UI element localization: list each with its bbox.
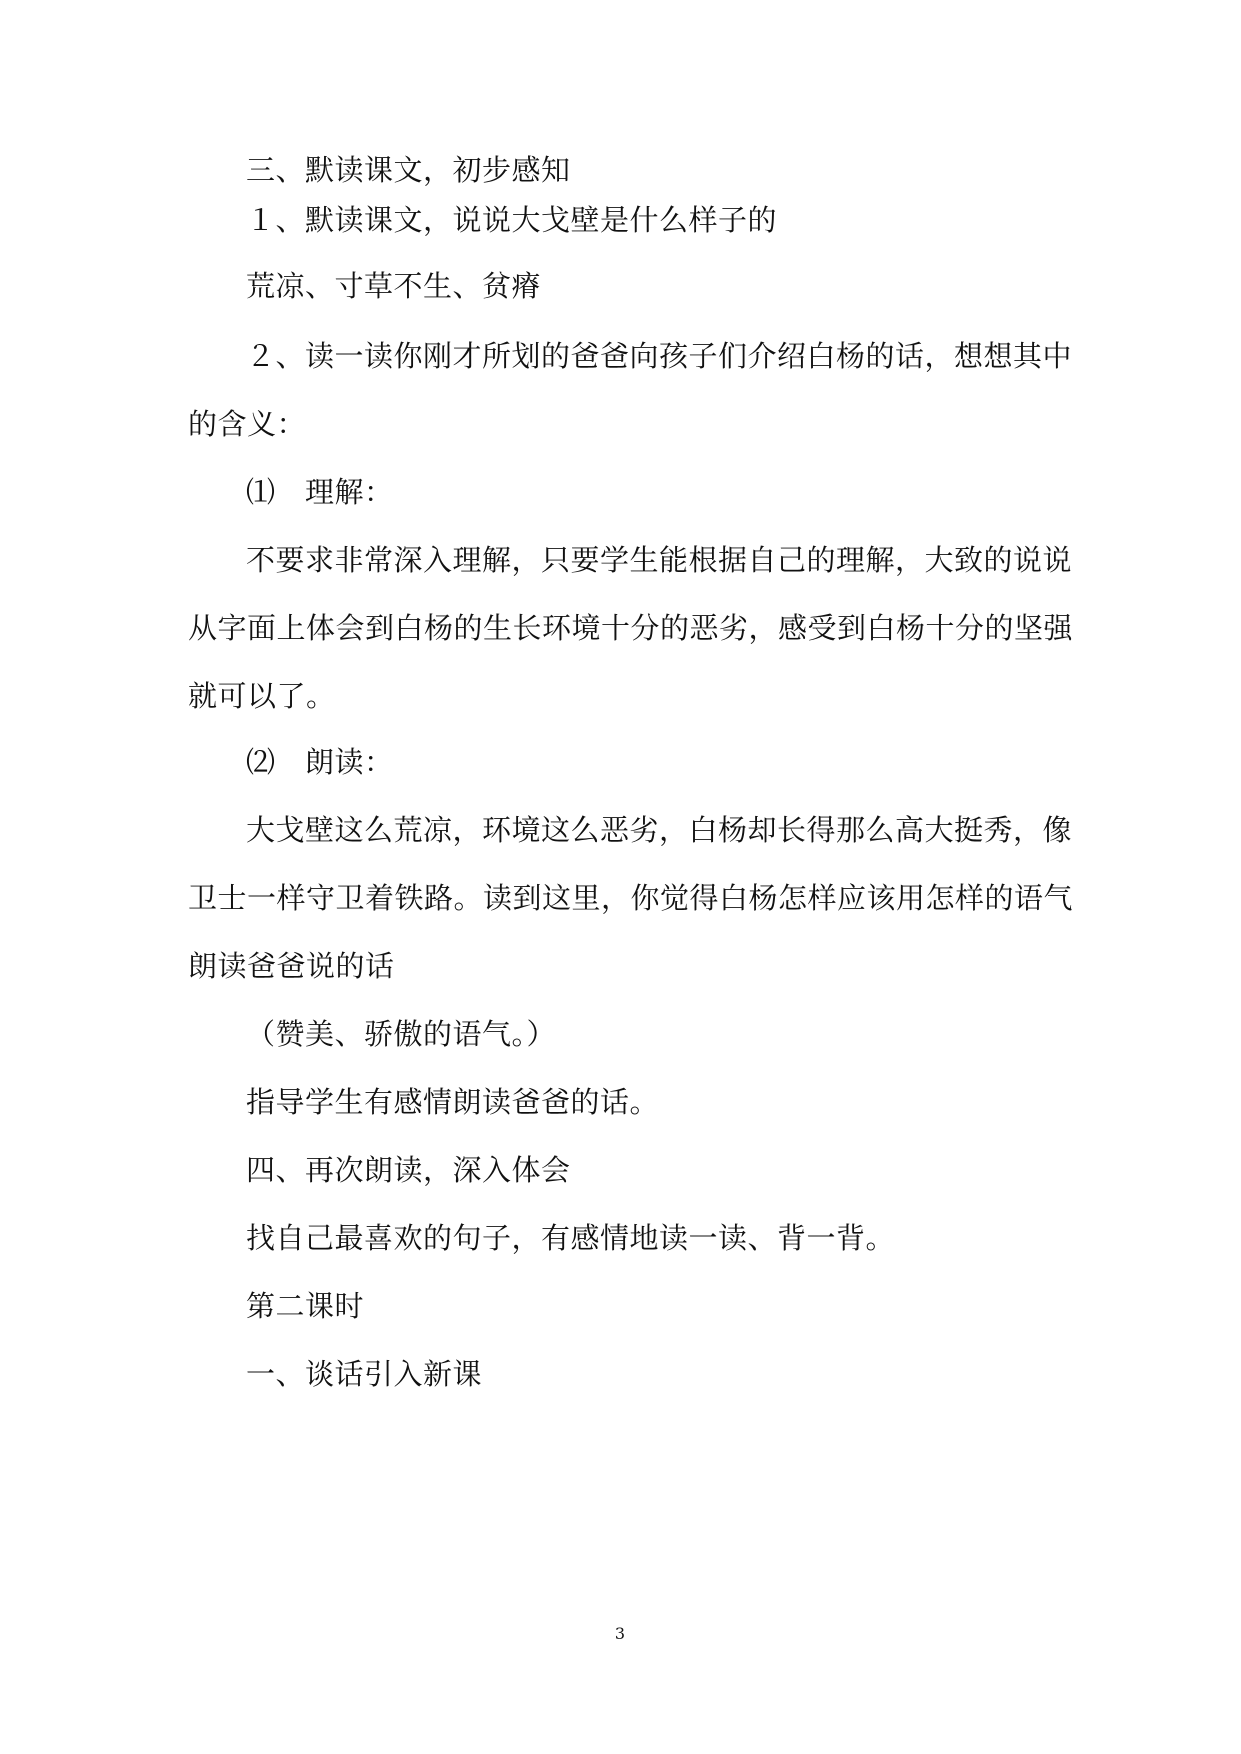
subitem-understanding: ⑴ 理解： — [246, 475, 394, 509]
paragraph-reading-line-1: 大戈壁这么荒凉，环境这么恶劣，白杨却长得那么高大挺秀，像 — [246, 813, 1073, 847]
paragraph-reading-line-3: 朗读爸爸说的话 — [188, 949, 395, 983]
subitem-reading-aloud: ⑵ 朗读： — [246, 745, 394, 779]
paragraph-reading-line-2: 卫士一样守卫着铁路。读到这里，你觉得白杨怎样应该用怎样的语气 — [188, 881, 1074, 915]
item-2-continuation: 的含义： — [188, 407, 307, 441]
section-heading-reread: 四、再次朗读，深入体会 — [246, 1153, 571, 1187]
item-1-describe-gobi: １、默读课文，说说大戈壁是什么样子的 — [246, 203, 778, 237]
paragraph-understanding-line-2: 从字面上体会到白杨的生长环境十分的恶劣，感受到白杨十分的坚强 — [188, 611, 1074, 645]
section-heading-introduction: 一、谈话引入新课 — [246, 1357, 483, 1391]
section-heading-silent-reading: 三、默读课文，初步感知 — [246, 153, 571, 187]
favorite-sentence-line: 找自己最喜欢的句子，有感情地读一读、背一背。 — [246, 1221, 896, 1255]
guidance-line: 指导学生有感情朗读爸爸的话。 — [246, 1085, 660, 1119]
tone-note: （赞美、骄傲的语气。） — [246, 1017, 557, 1051]
paragraph-understanding-line-1: 不要求非常深入理解，只要学生能根据自己的理解，大致的说说 — [246, 543, 1073, 577]
paragraph-understanding-line-3: 就可以了。 — [188, 679, 336, 713]
second-lesson-heading: 第二课时 — [246, 1289, 365, 1323]
page-number: 3 — [614, 1624, 626, 1643]
item-2-read-dad-words: ２、读一读你刚才所划的爸爸向孩子们介绍白杨的话，想想其中 — [246, 339, 1073, 373]
answer-gobi-traits: 荒凉、寸草不生、贫瘠 — [246, 269, 542, 303]
